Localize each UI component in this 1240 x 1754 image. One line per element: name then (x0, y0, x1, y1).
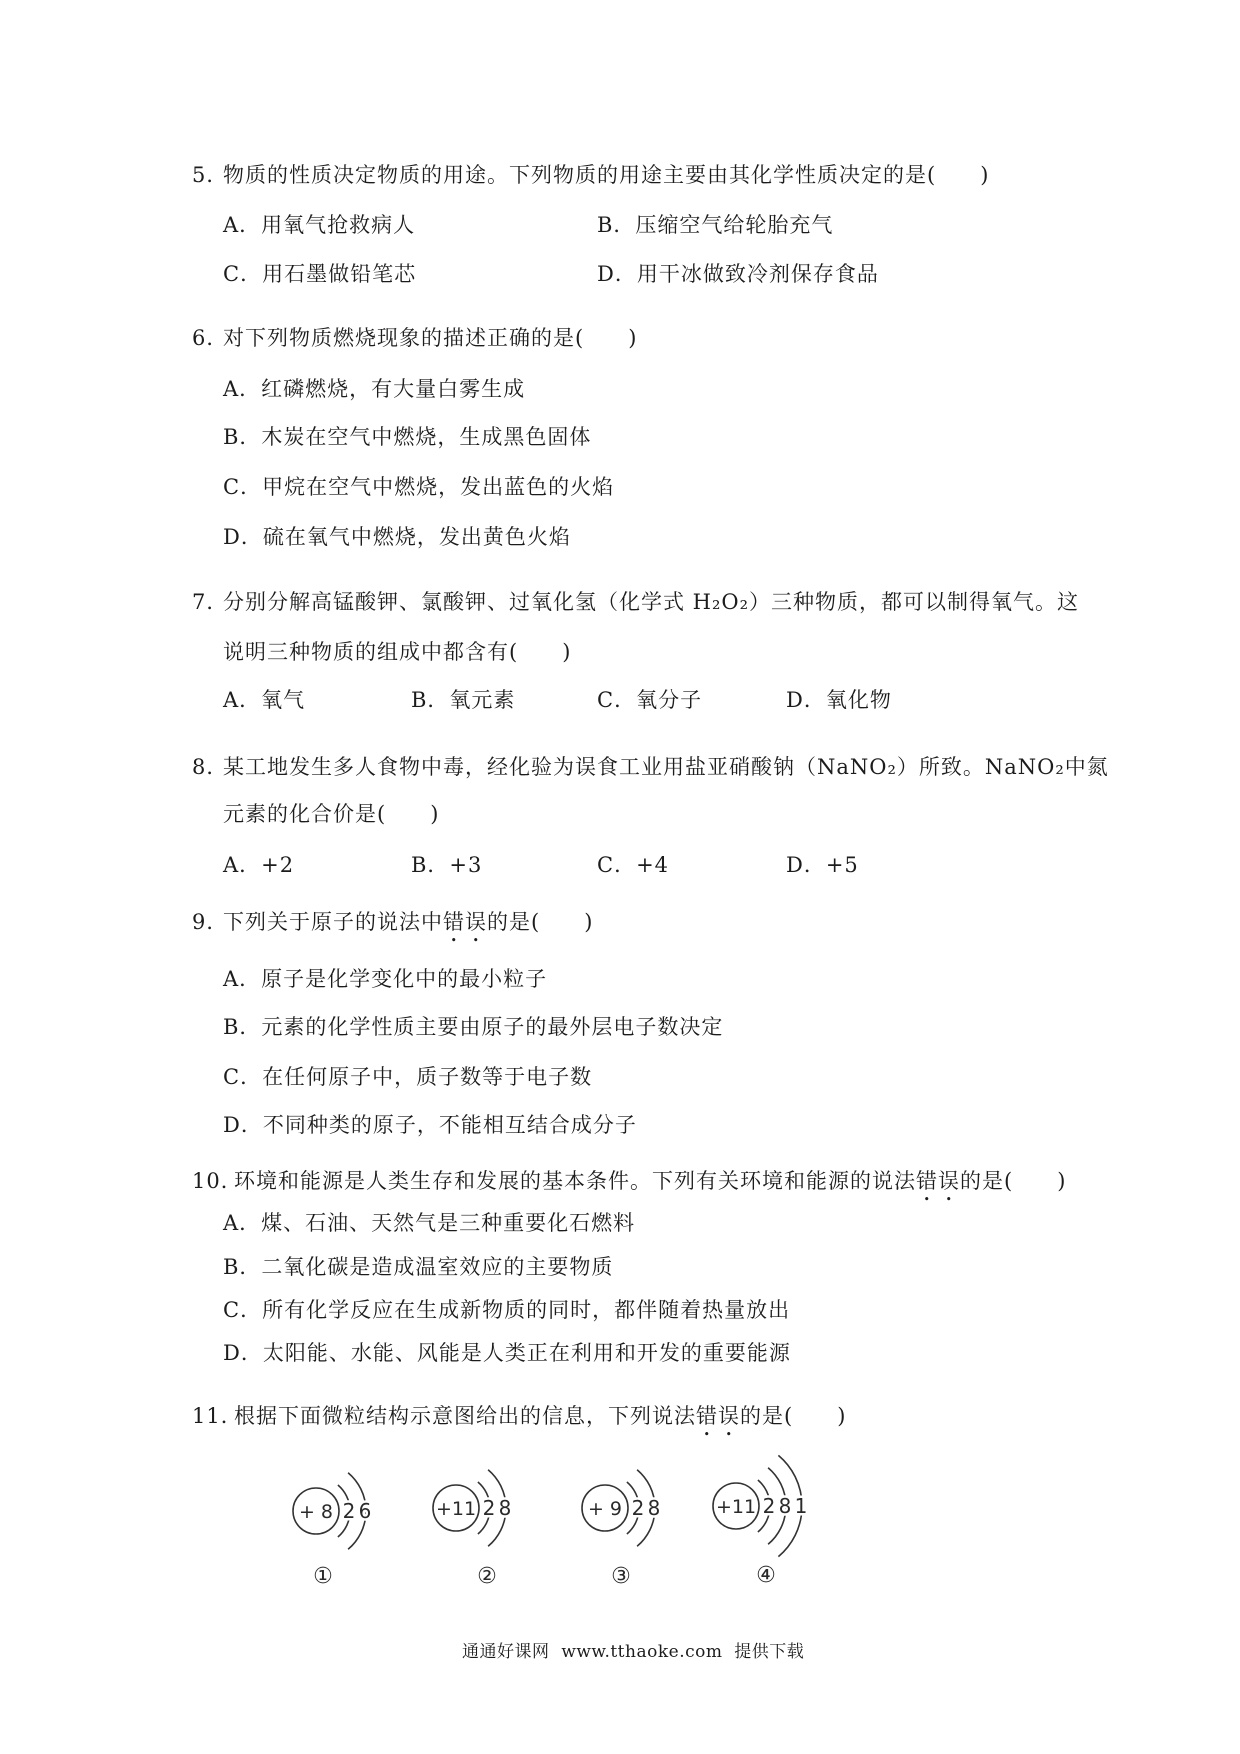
option-b: B．二氧化碳是造成温室效应的主要物质 (223, 1255, 614, 1279)
question-text-end: 的是( ) (960, 1169, 1067, 1193)
electron-count: 1 (794, 1494, 808, 1518)
electron-count: 2 (631, 1496, 645, 1520)
diagram-label: ② (477, 1564, 497, 1589)
question-number: 9． (192, 910, 229, 934)
emphasized-word: 错误 (916, 1169, 960, 1193)
option-b: B．木炭在空气中燃烧，生成黑色固体 (223, 425, 592, 449)
electron-count: 6 (358, 1499, 372, 1523)
question-8-stem (192, 754, 1109, 780)
option-b: B．压缩空气给轮胎充气 (597, 213, 834, 237)
emphasized-word: 错误 (696, 1404, 740, 1428)
option-c: C．用石墨做铅笔芯 (223, 262, 417, 286)
page-footer (462, 1641, 804, 1663)
option-d: D．不同种类的原子，不能相互结合成分子 (223, 1113, 637, 1137)
question-text: 物质的性质决定物质的用途。下列物质的用途主要由其化学性质决定的是( ) (223, 163, 990, 187)
question-number: 7． (192, 590, 229, 614)
question-text-end: 的是( ) (740, 1404, 847, 1428)
question-9-stem (192, 909, 593, 947)
question-text: 分别分解高锰酸钾、氯酸钾、过氧化氢（化学式 H₂O₂）三种物质，都可以制得氧气。这 (223, 590, 1080, 614)
diagram-label: ③ (611, 1564, 631, 1589)
atom-diagram-3 (582, 1470, 660, 1589)
atom-diagram-2 (433, 1470, 511, 1589)
option-d: D．氧化物 (786, 688, 892, 712)
option-c: C．+4 (597, 853, 670, 877)
question-7-stem-continued: 说明三种物质的组成中都含有( ) (223, 640, 572, 664)
option-c: C．甲烷在空气中燃烧，发出蓝色的火焰 (223, 475, 615, 499)
option-b: B．+3 (411, 853, 483, 877)
question-text: 下列关于原子的说法中 (223, 910, 443, 934)
question-text: 对下列物质燃烧现象的描述正确的是( ) (223, 326, 638, 350)
electron-count: 2 (482, 1496, 496, 1520)
emphasized-word: 错误 (443, 910, 487, 934)
question-5-stem (192, 162, 989, 188)
question-text: 某工地发生多人食物中毒，经化验为误食工业用盐亚硝酸钠（NaNO₂）所致。NaNO₂中氮 (223, 755, 1109, 779)
option-b: B．元素的化学性质主要由原子的最外层电子数决定 (223, 1015, 724, 1039)
question-7-stem (192, 589, 1079, 615)
option-d: D．太阳能、水能、风能是人类正在利用和开发的重要能源 (223, 1341, 791, 1365)
atom-diagram-1 (293, 1473, 371, 1589)
question-number: 11． (192, 1404, 243, 1428)
option-c: C．氧分子 (597, 688, 703, 712)
electron-count: 8 (778, 1494, 792, 1518)
option-c: C．所有化学反应在生成新物质的同时，都伴随着热量放出 (223, 1298, 791, 1322)
option-d: D．硫在氧气中燃烧，发出黄色火焰 (223, 525, 571, 549)
question-number: 5． (192, 163, 229, 187)
question-11-stem (192, 1403, 846, 1441)
option-a: A．+2 (223, 853, 295, 877)
electron-count: 8 (647, 1496, 661, 1520)
electron-count: 8 (498, 1496, 512, 1520)
particle-structure-diagram (0, 1440, 1240, 1600)
option-d: D．用干冰做致冷剂保存食品 (597, 262, 879, 286)
footer-site-name: 通通好课网 (462, 1642, 550, 1662)
option-a: A．煤、石油、天然气是三种重要化石燃料 (223, 1211, 636, 1235)
question-text-end: 的是( ) (487, 910, 594, 934)
question-6-stem (192, 325, 637, 351)
nucleus-charge: + 9 (587, 1498, 623, 1520)
question-8-stem-continued: 元素的化合价是( ) (223, 802, 440, 826)
diagram-label: ④ (756, 1563, 776, 1588)
option-a: A．用氧气抢救病人 (223, 213, 416, 237)
nucleus-charge: + 8 (298, 1501, 334, 1523)
nucleus-charge: +11 (715, 1496, 757, 1518)
electron-count: 2 (342, 1499, 356, 1523)
option-d: D．+5 (786, 853, 859, 877)
footer-suffix: 提供下载 (734, 1642, 805, 1662)
question-number: 10． (192, 1169, 243, 1193)
question-number: 6． (192, 326, 229, 350)
question-text: 根据下面微粒结构示意图给出的信息，下列说法 (234, 1404, 696, 1428)
question-text: 环境和能源是人类生存和发展的基本条件。下列有关环境和能源的说法 (234, 1169, 916, 1193)
nucleus-charge: +11 (435, 1498, 477, 1520)
option-a: A．红磷燃烧，有大量白雾生成 (223, 377, 526, 401)
option-a: A．原子是化学变化中的最小粒子 (223, 967, 548, 991)
question-number: 8． (192, 755, 229, 779)
atom-diagram-4 (713, 1455, 807, 1588)
question-10-stem (192, 1168, 1066, 1206)
option-c: C．在任何原子中，质子数等于电子数 (223, 1065, 593, 1089)
option-b: B．氧元素 (411, 688, 516, 712)
footer-url: www.tthaoke.com (561, 1642, 723, 1662)
option-a: A．氧气 (223, 688, 306, 712)
electron-count: 2 (762, 1494, 776, 1518)
diagram-label: ① (313, 1564, 333, 1589)
